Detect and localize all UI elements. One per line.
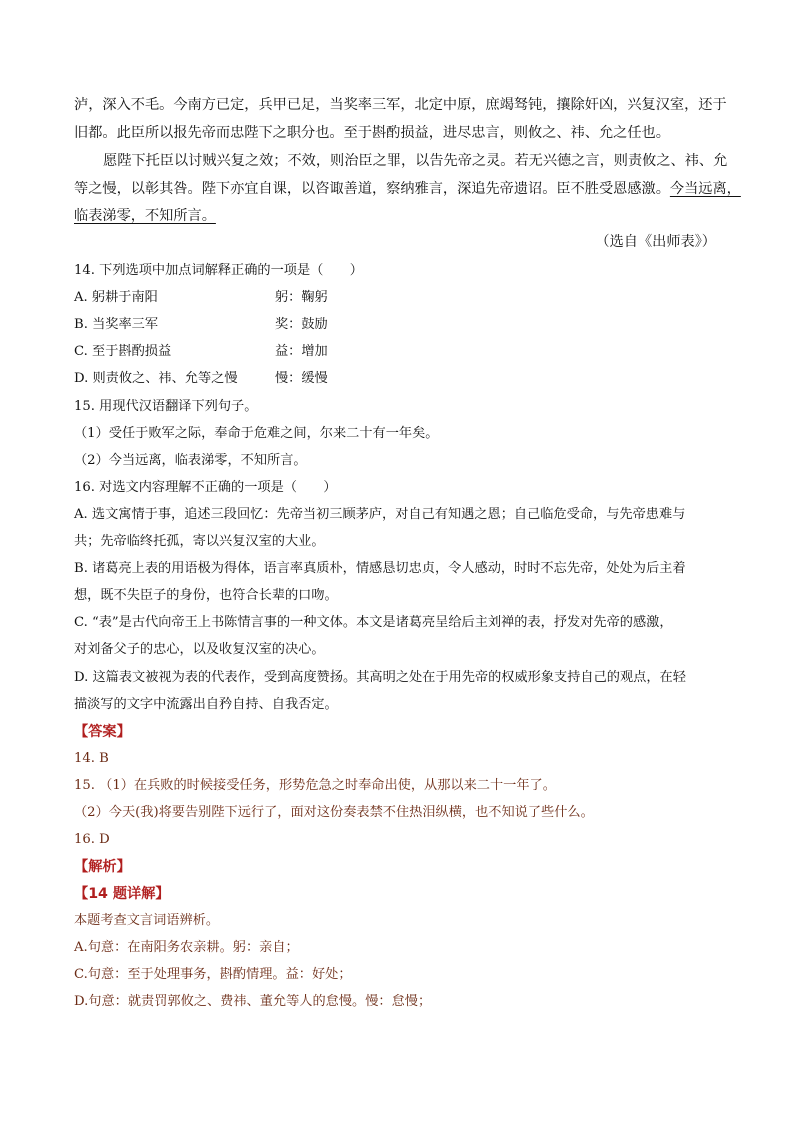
q16-option-a-line-2: 共；先帝临终托孤，寄以兴复汉室的大业。 <box>74 534 325 549</box>
passage-line-2: 旧都。此臣所以报先帝而忠陛下之职分也。至于斟酌损益，进尽忠言，则攸之、祎、允之任也。 <box>74 125 670 141</box>
q14-option-b-text: B. 当奖率三军 <box>74 317 159 332</box>
q16-option-a-line-1: A. 选文寓情于事，追述三段回忆：先帝当初三顾茅庐，对自己有知遇之恩；自己临危受命，与先帝患难与 <box>74 507 686 522</box>
q14-option-c-gloss: 益：增加 <box>275 344 328 359</box>
q14-option-b-gloss: 奖：鼓励 <box>275 317 328 332</box>
passage-line-4-text: 等之慢，以彰其咎。陛下亦宜自课，以咨诹善道，察纳雅言，深追先帝遗诏。臣不胜受恩感激。 <box>74 181 670 197</box>
answer-q14: 14. B <box>74 751 109 766</box>
passage-line-1: 泸，深入不毛。今南方已定，兵甲已足，当奖率三军，北定中原，庶竭驽钝，攘除奸凶，兴复汉室，还于 <box>74 97 727 113</box>
analysis-heading: 【解析】 <box>74 859 131 875</box>
q15-item-2: （2）今当远离，临表涕零，不知所言。 <box>74 453 307 468</box>
analysis-line-a: A.句意：在南阳务农亲耕。躬：亲自； <box>74 940 299 955</box>
analysis-intro: 本题考查文言词语辨析。 <box>74 913 220 928</box>
q14-option-c-text: C. 至于斟酌损益 <box>74 344 172 359</box>
passage-line-3: 愿陛下托臣以讨贼兴复之效；不效，则治臣之罪，以告先帝之灵。若无兴德之言，则责攸之、祎、允 <box>103 153 728 169</box>
q15-item-1: （1）受任于败军之际，奉命于危难之间，尔来二十有一年矣。 <box>74 426 439 441</box>
q16-option-b-line-1: B. 诸葛亮上表的用语极为得体，语言率真质朴，情感恳切忠贞，令人感动，时时不忘先帝，处处为后主着 <box>74 561 686 576</box>
answer-q15-2: （2）今天(我)将要告别陛下远行了，面对这份奏表禁不住热泪纵横，也不知说了些什么。 <box>74 805 594 820</box>
underlined-sentence-start: 今当远离， <box>669 181 741 197</box>
q14-stem: 14. 下列选项中加点词解释正确的一项是（ ） <box>74 263 363 278</box>
q14-option-d-text: D. 则责攸之、祎、允等之慢 <box>74 371 238 386</box>
q16-stem: 16. 对选文内容理解不正确的一项是（ ） <box>74 480 337 495</box>
analysis-line-d: D.句意：就责罚郭攸之、费祎、董允等人的怠慢。慢：怠慢； <box>74 994 432 1009</box>
analysis-subheading: 【14 题详解】 <box>74 886 170 902</box>
passage-source: （选自《出师表》） <box>595 234 716 250</box>
answer-heading: 【答案】 <box>74 724 131 740</box>
q16-option-d-line-2: 描淡写的文字中流露出自矜自持、自我否定。 <box>74 697 338 712</box>
passage-line-4 <box>74 180 741 198</box>
q14-option-a-text: A. 躬耕于南阳 <box>74 290 158 305</box>
q15-stem: 15. 用现代汉语翻译下列句子。 <box>74 399 258 414</box>
underlined-sentence-end: 临表涕零，不知所言。 <box>74 208 216 224</box>
q16-option-b-line-2: 想，既不失臣子的身份，也符合长辈的口吻。 <box>74 588 338 603</box>
analysis-line-c: C.句意：至于处理事务，斟酌情理。益：好处； <box>74 967 352 982</box>
q14-option-d-gloss: 慢：缓慢 <box>275 371 328 386</box>
q16-option-c-line-1: C. “表”是古代向帝王上书陈情言事的一种文体。本文是诸葛亮呈给后主刘禅的表，抒发对先帝的感激， <box>74 615 673 630</box>
q14-option-a-gloss: 躬：鞠躬 <box>275 290 328 305</box>
q16-option-c-line-2: 对刘备父子的忠心，以及收复汉室的决心。 <box>74 642 325 657</box>
answer-q15-1: 15. （1）在兵败的时候接受任务，形势危急之时奉命出使，从那以来二十一年了。 <box>74 778 556 793</box>
answer-q16: 16. D <box>74 832 110 847</box>
q16-option-d-line-1: D. 这篇表文被视为表的代表作，受到高度赞扬。其高明之处在于用先帝的权威形象支持自己的观点，在轻 <box>74 670 686 685</box>
